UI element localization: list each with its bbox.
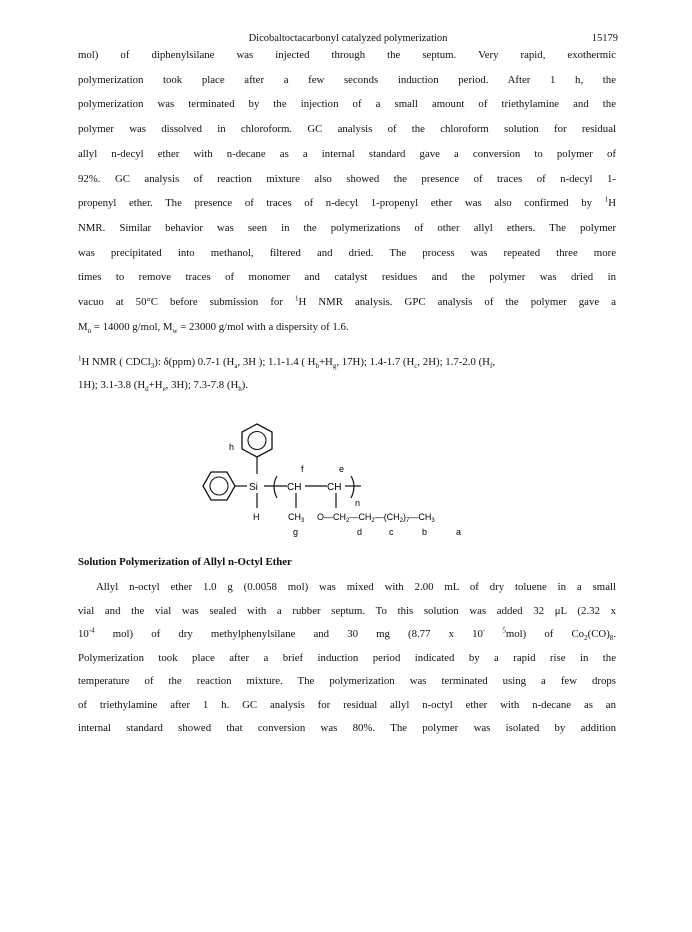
structure-label-h: h: [229, 442, 235, 452]
structure-label-a: a: [456, 527, 462, 537]
nmr-data: $^1$H NMR ( CDCl$_3$): δ(ppm) 0.7-1 ($H_a$, 3H ); 1.1-1.4 ( $H_b+H_g$, 17H); 1.4-1.7 ($H_c$, 2H); 1.7-2.0 ($H_f$, 1H); 3.1-3.8 ($H_d+H_e$, 3H); 7.3-7.8 $(H_h)$.: [78, 354, 496, 394]
text-line: times to remove traces of monomer and catalyst residues and the polymer was dried in: [78, 271, 616, 284]
text-line: $10^{-4}$ mol) of dry methylphenylsilane and 30 mg (8.77 x $10^{- 5}mol$) of $Co_2(CO)_8$.: [78, 626, 616, 643]
text-line: mol) of diphenylsilane was injected through the septum. Very rapid, exothermic: [78, 49, 616, 61]
phenyl-ring-top: [242, 424, 272, 457]
hydrogen-atom: H: [253, 512, 260, 522]
structure-label-b: b: [422, 527, 428, 537]
paragraph-1: [78, 43, 616, 339]
paragraph-2: [78, 576, 616, 741]
text-line: of triethylamine after 1 h. GC analysis for residual allyl n-octyl ether with n-decane as an: [78, 698, 616, 711]
ch-group-2: CH: [327, 482, 342, 493]
text-line: was precipitated into methanol, filtered and dried. The process was repeated three more: [78, 246, 616, 259]
text-line: vial and the vial was sealed with a rubber septum. To this solution was added 32 μL (2.32 x: [78, 604, 616, 617]
structure-label-g: g: [293, 527, 299, 537]
methyl-group: $CH_3$: [288, 512, 305, 524]
text-line: $M_n = 14000$ g/mol, $M_w = 23000$ g/mol with a dispersity of 1.6.: [78, 320, 349, 335]
silicon-atom: Si: [249, 482, 258, 493]
text-line: polymer was dissolved in chloroform. GC analysis of the chloroform solution for residual: [78, 123, 616, 136]
page-number: 15179: [591, 33, 618, 44]
phenyl-ring-left: [203, 472, 235, 500]
section-heading: Solution Polymerization of Allyl n-Octyl Ether: [78, 556, 292, 568]
structure-label-d: d: [357, 527, 363, 537]
text-line: polymerization took place after a few seconds induction period. After 1 h, the: [78, 73, 616, 86]
text-line: polymerization was terminated by the injection of a small amount of triethylamine and the: [78, 98, 616, 111]
ch-group-1: CH: [287, 482, 302, 493]
structure-label-e: e: [339, 464, 345, 474]
text-line: NMR. Similar behavior was seen in the polymerizations of other allyl ethers. The polymer: [78, 221, 616, 234]
text-line: internal standard showed that conversion was 80%. The polymer was isolated by addition: [78, 722, 616, 734]
running-title: Dicobaltoctacarbonyl catalyzed polymerization: [248, 33, 448, 44]
structure-label-c: c: [389, 527, 394, 537]
text-line: temperature of the reaction mixture. The polymerization was terminated using a few drops: [78, 675, 616, 687]
alkyl-chain: $O—CH_2—CH_2—(CH_2)_7—CH_3$: [317, 512, 435, 524]
repeat-n: n: [355, 498, 361, 508]
structure-label-f: f: [301, 464, 304, 474]
text-line: propenyl ether. The presence of traces of n-decyl 1-propenyl ether was also confirmed by $^1$H: [78, 195, 616, 210]
text-line: 92%. GC analysis of reaction mixture also showed the presence of traces of n-decyl 1-: [78, 172, 616, 185]
text-line: Allyl n-octyl ether 1.0 g (0.0058 mol) was mixed with 2.00 mL of dry toluene in a small: [96, 581, 616, 593]
polymer-structure: [195, 420, 495, 545]
text-line: vacuo at 50°C before submission for $^1$H NMR analysis. GPC analysis of the polymer gave a: [78, 294, 616, 309]
text-line: Polymerization took place after a brief induction period indicated by a rapid rise in the: [78, 651, 616, 664]
text-line: allyl n-decyl ether with n-decane as a internal standard gave a conversion to polymer of: [78, 147, 616, 160]
